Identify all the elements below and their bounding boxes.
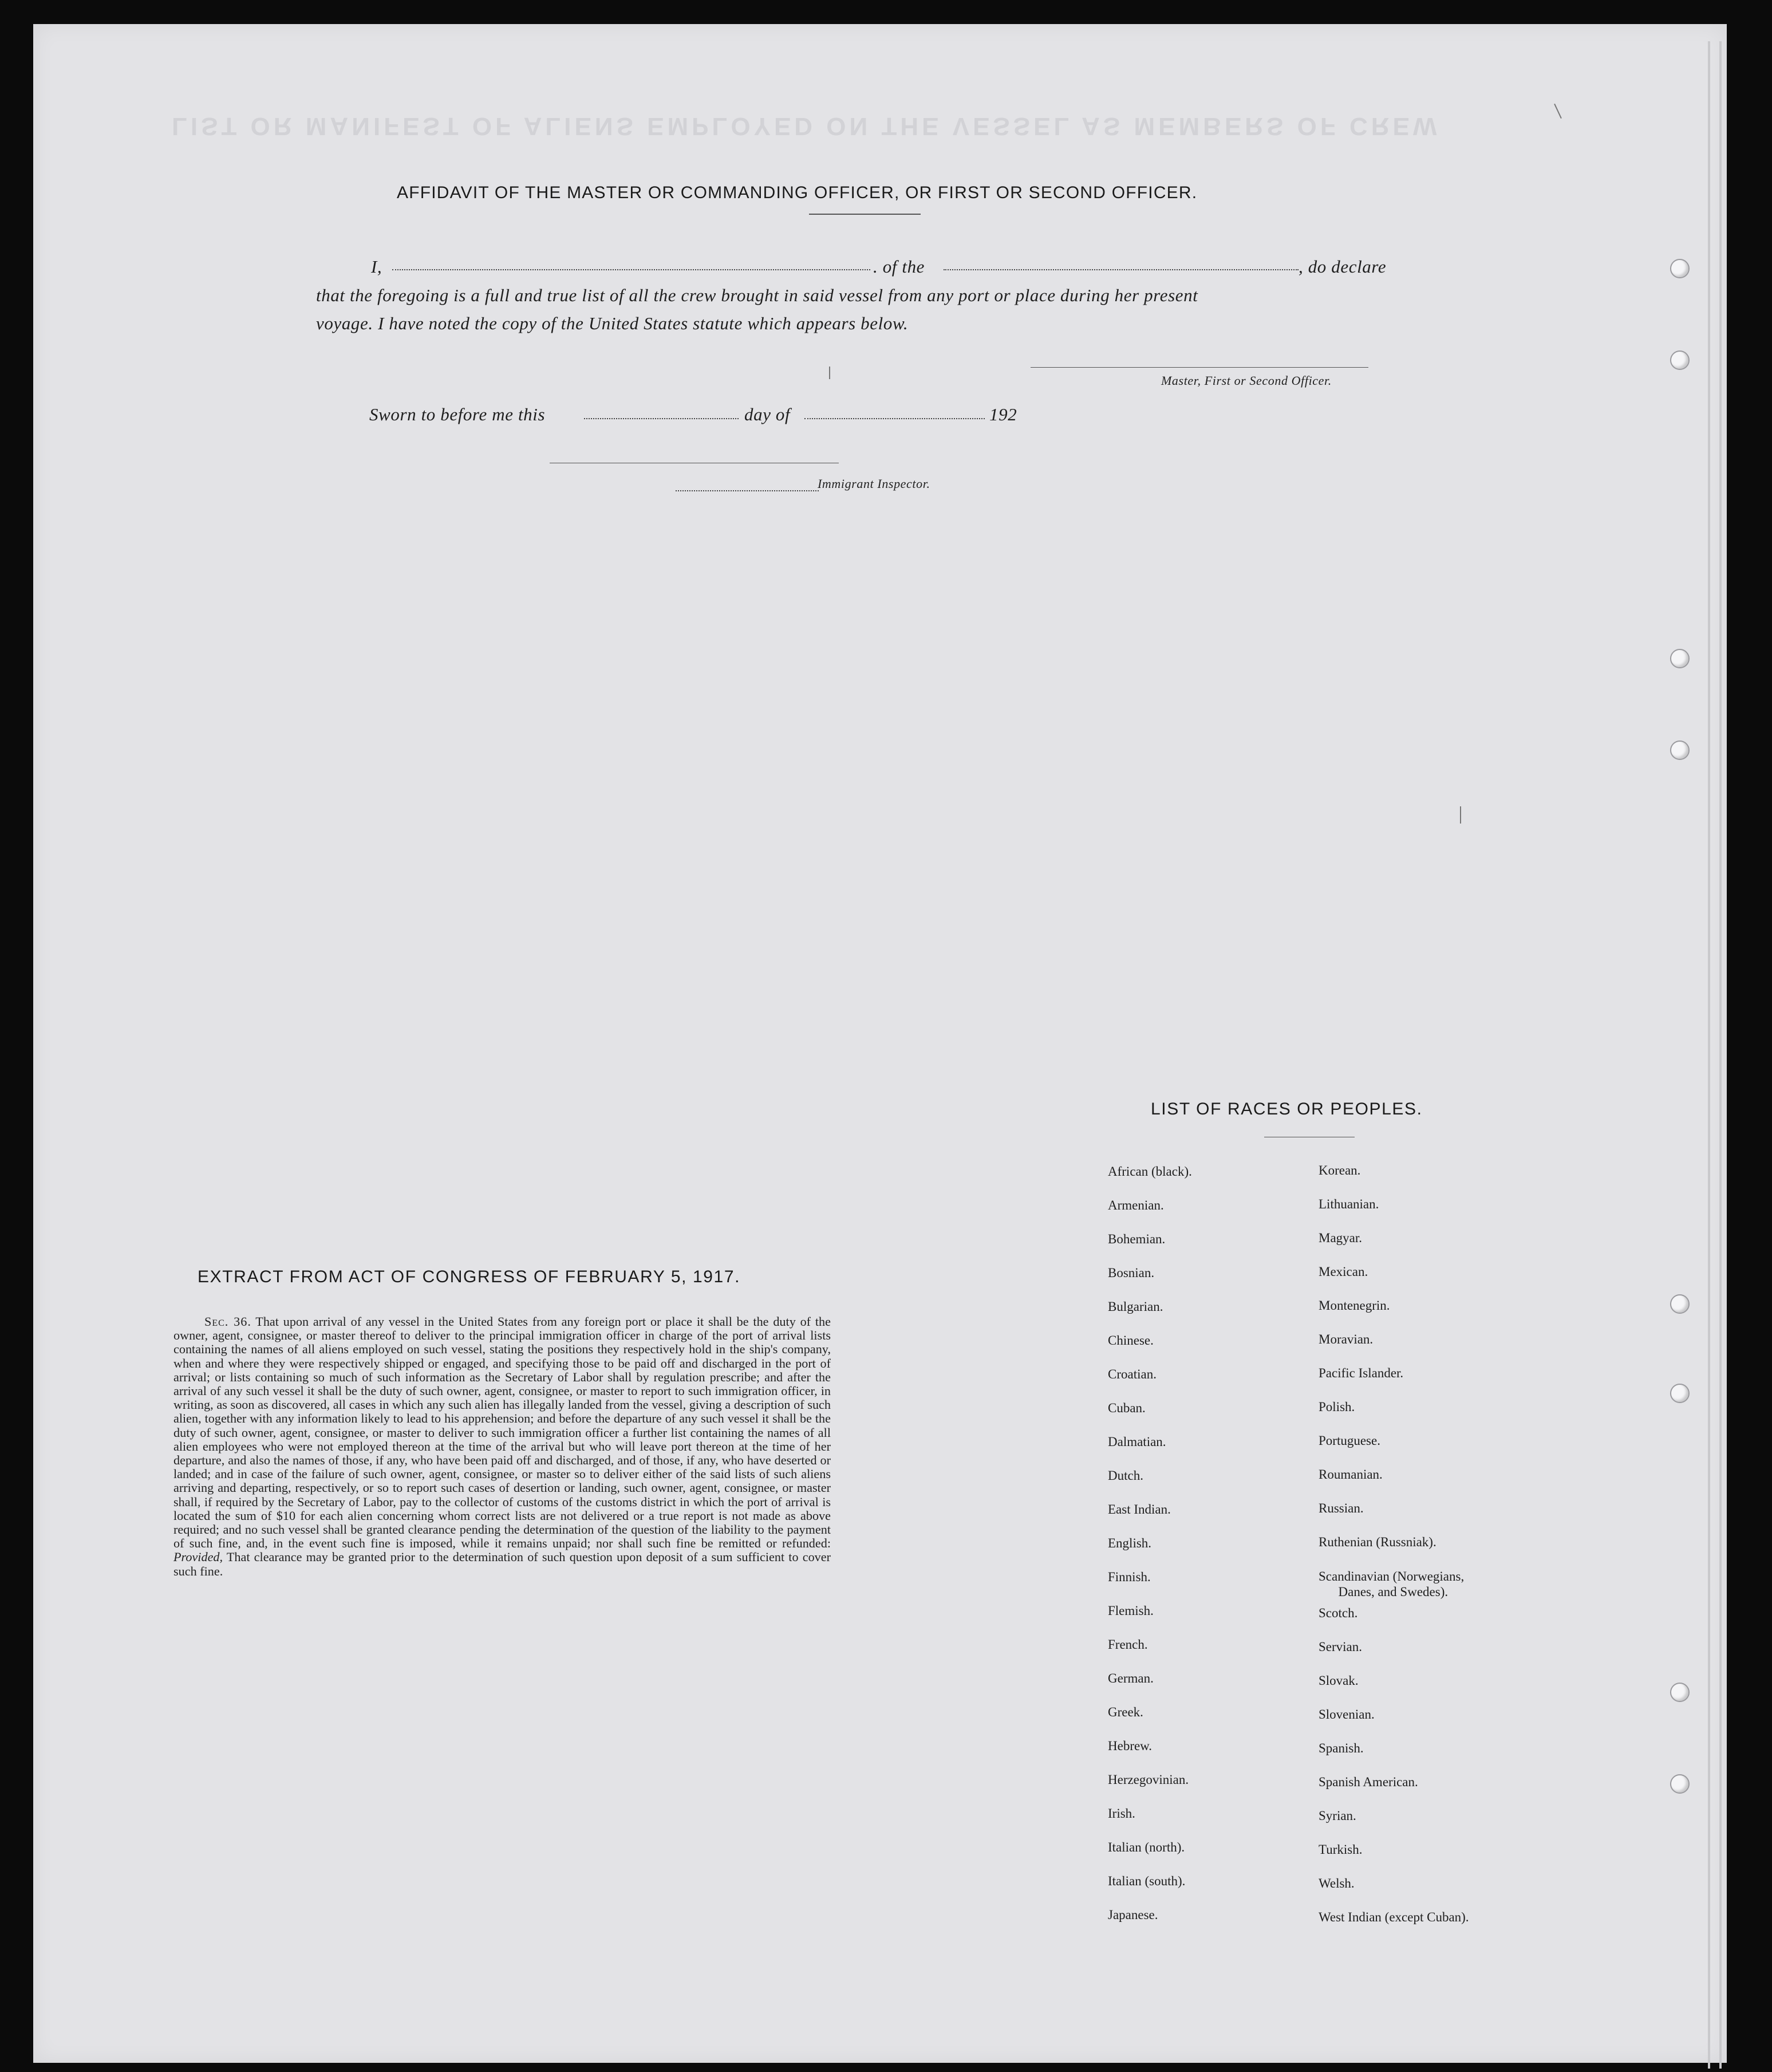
binder-hole: [1670, 1683, 1690, 1702]
race-item: Herzegovinian.: [1108, 1772, 1189, 1787]
binder-hole: [1670, 350, 1690, 370]
reverse-side-bleed-through: LIST OR MANIFEST OF ALIENS EMPLOYED ON THE VESSEL AS MEMBERS OF CREW: [172, 112, 1441, 140]
race-item: Portuguese.: [1319, 1433, 1380, 1448]
race-item: Russian.: [1319, 1501, 1364, 1515]
extract-title: EXTRACT FROM ACT OF CONGRESS OF FEBRUARY 5, 1917.: [198, 1267, 741, 1286]
affidavit-line-3: voyage. I have noted the copy of the United States statute which appears below.: [316, 313, 909, 333]
master-signature-line[interactable]: [1031, 367, 1368, 368]
race-item: Welsh.: [1319, 1876, 1355, 1890]
race-item: Spanish American.: [1319, 1775, 1418, 1789]
race-item: Dalmatian.: [1108, 1435, 1166, 1449]
race-item: Syrian.: [1319, 1809, 1356, 1823]
inspector-name-blank[interactable]: [676, 490, 819, 491]
race-item: Montenegrin.: [1319, 1298, 1390, 1313]
day-of-text: day of: [744, 404, 791, 424]
race-item: English.: [1108, 1536, 1152, 1550]
affidavit-i: I,: [371, 257, 382, 277]
race-item: Servian.: [1319, 1640, 1363, 1654]
race-item: Lithuanian.: [1319, 1197, 1379, 1211]
inspector-caption: Immigrant Inspector.: [818, 476, 930, 491]
master-signature-caption: Master, First or Second Officer.: [1161, 373, 1332, 388]
race-item: Ruthenian (Russniak).: [1319, 1535, 1436, 1549]
race-item: Greek.: [1108, 1705, 1143, 1719]
race-item: Japanese.: [1108, 1908, 1158, 1922]
binder-hole: [1670, 740, 1690, 760]
race-item: West Indian (except Cuban).: [1319, 1910, 1469, 1924]
race-item: Moravian.: [1319, 1332, 1374, 1346]
race-item: Irish.: [1108, 1806, 1135, 1821]
race-item: Slovenian.: [1319, 1707, 1375, 1722]
race-item: Slovak.: [1319, 1673, 1359, 1688]
race-item: Korean.: [1319, 1163, 1361, 1177]
race-item: Bosnian.: [1108, 1266, 1155, 1280]
race-item: Chinese.: [1108, 1333, 1154, 1348]
page-edge-line: [1719, 41, 1722, 2069]
race-item: Croatian.: [1108, 1367, 1157, 1381]
statute-text: That upon arrival of any vessel in the United States from any foreign port or place it shall be the duty of the owner, agent, consignee, or master thereof to deliver to the principal immigration officer in charge of the port of arrival lists containing the names of all aliens employed on such vessel, stating the positions they respectively hold in the ship's company, when and where they were respectively shipped or engaged, and specifying those to be paid off and discharged in the port of arrival; or lists containing so much of such information as the Secretary of Labor shall by regulation prescribe; and after the arrival of any such vessel it shall be the duty of such owner, agent, consignee, or master to report to such immigration officer, in writing, as soon as discovered, all cases in which any such alien has illegally landed from the vessel, giving a description of such alien, together with any information likely to lead to his apprehension; and before the departure of any such vessel it shall be the duty of such owner, agent, consignee, or master to deliver to such immigration officer a further list containing the names of all alien employees who were not employed thereon at the time of the arrival but who will leave port thereon at the time of her departure, and also the names of those, if any, who have been paid off and discharged, and of those, if any, who have deserted or landed; and in case of the failure of such owner, agent, consignee, or master so to deliver either of the said lists of such aliens arriving and departing, respectively, or so to report such cases of desertion or landing, such owner, agent, consignee, or master shall, if required by the Secretary of Labor, pay to the collector of customs of the customs district in which the port of arrival is located the sum of $10 for each alien concerning whom correct lists are not delivered or a true report is not made as above required; and no such vessel shall be granted clearance pending the determination of the question of the liability to the payment of such fine, and, in the event such fine is imposed, while it remains unpaid; nor shall such fine be remitted or refunded:: [173, 1314, 831, 1551]
statute-proviso-text: That clearance may be granted prior to the determination of such question upon deposit of a sum sufficient to cover such fine.: [173, 1550, 831, 1578]
race-item: Armenian.: [1108, 1198, 1164, 1212]
race-item: Scandinavian (Norwegians, Danes, and Swedes).: [1319, 1569, 1465, 1599]
sworn-before-text: Sworn to before me this: [369, 404, 546, 424]
race-item: Italian (south).: [1108, 1874, 1186, 1888]
binder-hole: [1670, 649, 1690, 668]
race-item: German.: [1108, 1671, 1154, 1685]
race-item: Scotch.: [1319, 1606, 1358, 1620]
race-item: African (black).: [1108, 1164, 1192, 1179]
name-blank-line[interactable]: [392, 269, 870, 270]
race-item: Dutch.: [1108, 1468, 1143, 1483]
sworn-day-blank[interactable]: [584, 418, 739, 419]
stray-mark: [1460, 806, 1461, 824]
affidavit-do-declare: , do declare: [1299, 257, 1387, 277]
extract-body: [173, 1315, 831, 1578]
affidavit-of-the: . of the: [873, 257, 925, 277]
race-item: Magyar.: [1319, 1231, 1363, 1245]
stray-mark: [829, 367, 830, 379]
race-item: Spanish.: [1319, 1741, 1364, 1755]
page-edge-line: [1708, 41, 1710, 2069]
affidavit-title: AFFIDAVIT OF THE MASTER OR COMMANDING OFFICER, OR FIRST OR SECOND OFFICER.: [397, 183, 1198, 202]
provided-word: Provided,: [173, 1550, 223, 1565]
race-item: Mexican.: [1319, 1265, 1368, 1279]
race-item: Roumanian.: [1319, 1467, 1383, 1482]
race-item: Flemish.: [1108, 1604, 1154, 1618]
binder-hole: [1670, 1774, 1690, 1794]
race-item: Bulgarian.: [1108, 1299, 1163, 1314]
races-title: LIST OF RACES OR PEOPLES.: [1151, 1100, 1423, 1118]
race-item: Turkish.: [1319, 1842, 1363, 1857]
race-item: Hebrew.: [1108, 1739, 1153, 1753]
race-item: Finnish.: [1108, 1570, 1151, 1584]
title-divider: [809, 214, 921, 215]
race-item: East Indian.: [1108, 1502, 1171, 1516]
race-item: Cuban.: [1108, 1401, 1146, 1415]
section-label: Sec. 36.: [204, 1314, 251, 1329]
race-item: Italian (north).: [1108, 1840, 1185, 1854]
binder-hole: [1670, 1294, 1690, 1314]
race-item: Pacific Islander.: [1319, 1366, 1404, 1380]
year-prefix-text: 192: [989, 404, 1017, 424]
race-item: Polish.: [1319, 1400, 1355, 1414]
binder-hole: [1670, 1384, 1690, 1403]
binder-hole: [1670, 259, 1690, 278]
sworn-month-blank[interactable]: [804, 418, 985, 419]
vessel-blank-line[interactable]: [944, 269, 1299, 270]
race-item: Bohemian.: [1108, 1232, 1166, 1246]
race-item: French.: [1108, 1637, 1148, 1652]
affidavit-line-2: that the foregoing is a full and true list of all the crew brought in said vessel from any port or place during her present: [316, 285, 1198, 305]
